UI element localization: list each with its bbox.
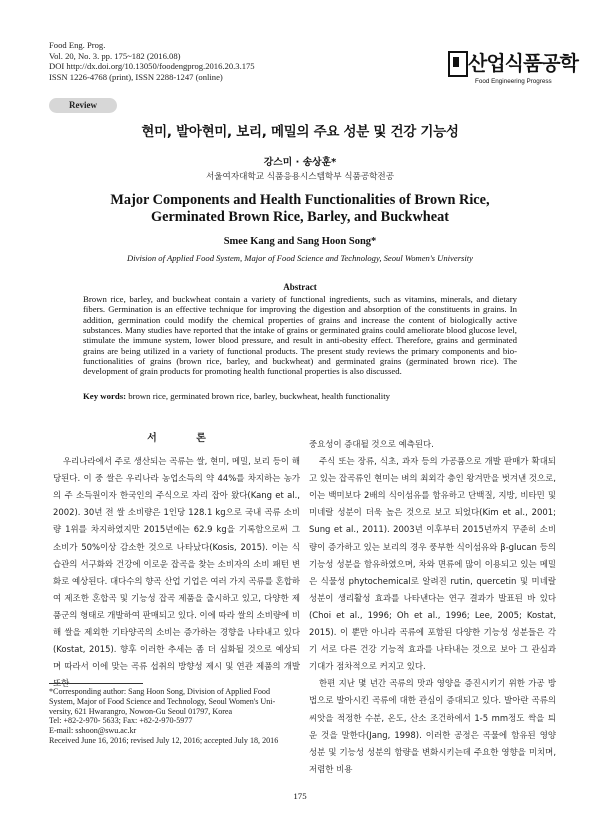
page-number: 175 [293, 791, 307, 801]
journal-volume: Vol. 20, No. 3. pp. 175~182 (2016.08) [49, 50, 181, 61]
journal-doi: DOI http://dx.doi.org/10.13050/foodengprog.2016.20.3.175 [49, 61, 255, 72]
body-paragraph: 한편 지난 몇 년간 곡류의 맛과 영양을 증진시키기 위한 가공 방법으로 발아시킨 곡류에 대한 관심이 증대되고 있다. 발아란 곡류의 씨앗을 적정한 수분, 온도, 산소 조건하에서 1-5 mm정도 싹을 틔운 것을 말한다(Jang, 1998). 이러한 공정은 곡물에 함유된 영양 성분 및 기능성 성분의 함량을 변화시키는데 주요한 영향을 미치며, 저렴한 비용 [309, 678, 556, 774]
article-type-badge: Review [49, 98, 117, 113]
footnote [49, 687, 301, 746]
logo-subtitle: Food Engineering Progress [475, 78, 552, 85]
body-paragraph: 중요성이 증대될 것으로 예측된다. [309, 439, 434, 449]
section-heading: 서 론 [147, 433, 224, 444]
logo-text: 산업식품공학 [468, 51, 578, 75]
body-column-right [309, 436, 556, 778]
footnote-line: versity, 621 Hwarangro, Nowon-Gu Seoul 01797, Korea [49, 706, 233, 716]
abstract-text: Brown rice, barley, and buckwheat contain a variety of functional ingredients, such as vitamins, minerals, and dietary fibers. Germination is an effective technique for improving the digestion and absorption of the constituents in grains. In addition, germination could modify the chemical properties of grains and increase the content of biologically active substances. Many studies have reported that the intake of grains or germinated grains could ameliorate blood glucose level, stimulate the immune system, lower blood pressure, and result in anti-obesity effect. Therefore, grains and germinated grains are being utilized in a variety of functional products. The present study reviews the primary components and bio-functionalities of grains (brown rice, barley, and buckwheat) and germinated grains (germinated brown rice). The development of grain products for promoting health functional properties is also discussed. [83, 294, 517, 377]
footnote-line: Received June 16, 2016; revised July 12, 2016; accepted July 18, 2016 [49, 735, 279, 745]
logo-mark-icon [448, 51, 468, 77]
keywords-label: Key words: [83, 391, 127, 401]
body-paragraph: 주식 또는 장류, 식초, 과자 등의 가공품으로 개발 판매가 확대되고 있는 잡곡류인 현미는 벼의 최외각 층인 왕겨만을 벗겨낸 것으로, 이는 백미보다 2배의 식이섬유를 함유하고 단백질, 지방, 비타민 및 미네랄 성분이 더욱 높은 것으로 보고 되었다(Kim et al., 2001; Sung et al., 2011). 2003년 이후부터 2015년까지 꾸준히 소비량이 증가하고 있는 보리의 경우 풍부한 식이섬유와 β-glucan 등의 기능성 성분을 함유하였으며, 차와 면류에 많이 이용되고 있는 메밀은 식물성 phytochemical로 알려진 rutin, quercetin 및 미네랄 성분이 생리활성 효과를 나타낸다는 연구 결과가 발표된 바 있다(Choi et al., 1996; Oh et al., 1996; Lee, 2005; Kostat, 2015). 이 뿐만 아니라 곡류에 포함된 다양한 기능성 성분들은 각기 서로 다른 건강 기능적 효과를 나타내는 것으로 보아 그 관심과 기대가 점차적으로 커지고 있다. [309, 456, 556, 672]
korean-affiliation: 서울여자대학교 식품응용시스템학부 식품공학전공 [205, 172, 395, 182]
journal-issn: ISSN 1226-4768 (print), ISSN 2288-1247 (online) [49, 71, 223, 82]
journal-logo [448, 47, 578, 95]
english-affiliation: Division of Applied Food System, Major of Food Science and Technology, Seoul Women's University [127, 253, 473, 263]
journal-name: Food Eng. Prog. [49, 40, 106, 50]
footnote-line: System, Major of Food Science and Technology, Seoul Women's Uni- [49, 696, 276, 706]
body-column-left [53, 430, 300, 692]
korean-authors: 강스미 · 송상훈* [263, 157, 337, 168]
footnote-divider [49, 683, 143, 684]
body-paragraph: 우리나라에서 주로 생산되는 곡류는 쌀, 현미, 메밀, 보리 등이 해당된다. 이 중 쌀은 우리나라 농업소득의 약 44%를 차지하는 농가의 주 소득원이자 한국인의 주식으로 자리 잡아 왔다(Kang et al., 2002). 30년 전 쌀 소비량은 1인당 128.1 kg으로 국내 곡류 소비량 1위를 차지하였지만 2015년에는 62.9 kg을 기록함으로써 그 소비가 50%이상 감소한 것으로 나타났다(Kosis, 2015). 이는 식습관의 서구화와 건강에 이로운 잡곡을 찾는 소비자의 소비 패턴 변화로 예상된다. 대다수의 향곡 산업 기업은 여러 가지 곡류를 혼합하여 제조한 혼합곡 및 기능성 잡곡 제품을 출시하고 있고, 다양한 제품군의 형태로 개발하여 판매되고 있다. 이에 따라 쌀의 소비량에 비해 쌀을 제외한 기타양곡의 소비는 증가하는 경향을 나타내고 있다(Kostat, 2015). 향후 이러한 추세는 좀 더 심화될 것으로 예상되며 따라서 이에 맞는 곡류 섭취의 방향성 제시 및 연관 제품의 개발 또한 [53, 456, 300, 689]
keywords-list: brown rice, germinated brown rice, barley, buckwheat, health functionality [128, 391, 391, 401]
footnote-line: E-mail: sshoon@swu.ac.kr [49, 726, 137, 736]
journal-info [49, 40, 255, 82]
footnote-line: *Corresponding author: Sang Hoon Song, Division of Applied Food [49, 687, 271, 696]
footnote-line: Tel: +82-2-970- 5633; Fax: +82-2-970-5977 [49, 716, 193, 726]
english-title [60, 192, 540, 226]
english-title-line: Major Components and Health Functionalities of Brown Rice, [110, 192, 490, 208]
abstract-heading: Abstract [283, 282, 317, 292]
korean-title: 현미, 발아현미, 보리, 메밀의 주요 성분 및 건강 기능성 [141, 124, 459, 140]
english-authors: Smee Kang and Sang Hoon Song* [223, 236, 377, 247]
english-title-line: Germinated Brown Rice, Barley, and Buckwheat [151, 209, 449, 225]
keywords [83, 391, 523, 401]
